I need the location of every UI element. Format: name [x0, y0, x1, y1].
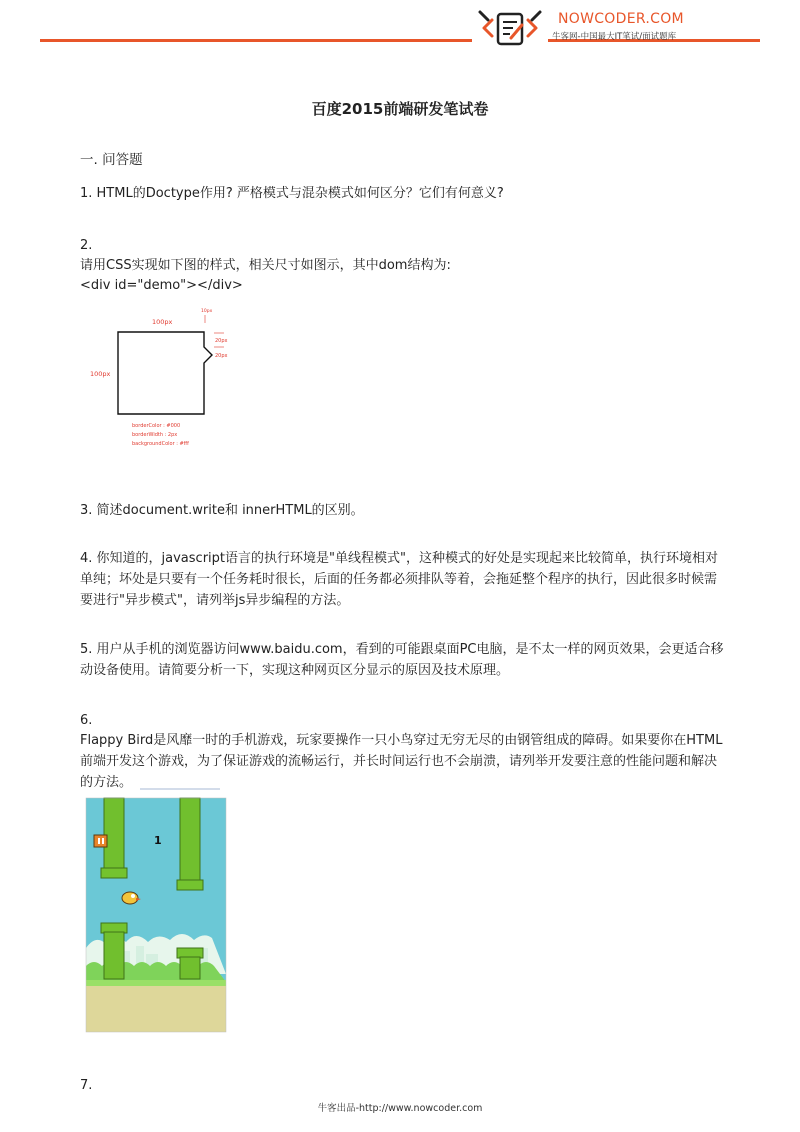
- background-color-prop: backgroundColor : #fff: [132, 441, 189, 447]
- mid-offset-label-1: 20px: [215, 338, 228, 344]
- height-label: 100px: [90, 370, 111, 378]
- game-score: 1: [154, 834, 162, 847]
- nowcoder-logo-icon: [474, 8, 546, 48]
- question-2-text: 请用CSS实现如下图的样式，相关尺寸如图示，其中dom结构为:: [80, 258, 451, 273]
- brand-tagline: 牛客网-中国最大IT笔试/面试题库: [552, 32, 677, 42]
- bird-icon: [122, 892, 138, 904]
- question-3: 3. 简述document.write和 innerHTML的区别。: [80, 503, 364, 518]
- header-rule-left: [40, 39, 472, 42]
- question-6-text: Flappy Bird是风靡一时的手机游戏，玩家要操作一只小鸟穿过无穷无尽的由钢管组成的障碍。如果要你在HTML前端开发这个游戏，为了保证游戏的流畅运行，并长时间运行也不会崩溃，请列举开发要注意的性能问题和解决的方法。: [80, 733, 723, 790]
- page-title: 百度2015前端研发笔试卷: [311, 100, 489, 118]
- question-2-number: 2.: [80, 238, 93, 253]
- footer[interactable]: 牛客出品-http://www.nowcoder.com: [317, 1103, 483, 1114]
- width-label: 100px: [152, 318, 173, 326]
- css-shape-figure: [80, 303, 260, 453]
- pipe-top-left: [104, 798, 124, 870]
- question-2-markup: <div id="demo"></div>: [80, 278, 243, 293]
- question-7-number: 7.: [80, 1078, 93, 1093]
- flappy-bird-screenshot: [80, 788, 230, 1036]
- pause-button-icon: [94, 835, 107, 847]
- border-color-prop: borderColor : #000: [132, 423, 181, 429]
- border-width-prop: borderWidth : 2px: [132, 432, 178, 438]
- mid-offset-label-2: 20px: [215, 353, 228, 359]
- question-1: 1. HTML的Doctype作用? 严格模式与混杂模式如何区分？它们有何意义?: [80, 186, 504, 201]
- top-offset-label: 10px: [201, 309, 213, 314]
- pipe-top-right: [180, 798, 200, 882]
- question-4: 4. 你知道的，javascript语言的执行环境是"单线程模式"，这种模式的好处是实现起来比较简单，执行环境相对单纯；坏处是只要有一个任务耗时很长，后面的任务都必须排队等着，会拖延整个程序的执行，因此很多时候需要进行"异步模式"，请列举js异步编程的方法。: [80, 551, 718, 608]
- question-6-number: 6.: [80, 713, 93, 728]
- brand-name[interactable]: NOWCODER.COM: [558, 11, 684, 27]
- pipe-bottom-left: [104, 932, 124, 979]
- speech-box-shape: [118, 332, 212, 414]
- pipe-bottom-right: [180, 957, 200, 979]
- section-heading: 一. 问答题: [80, 152, 143, 168]
- question-5: 5. 用户从手机的浏览器访问www.baidu.com，看到的可能跟桌面PC电脑，是不太一样的网页效果，会更适合移动设备使用。请简要分析一下，实现这种网页区分显示的原因及技术原理。: [80, 642, 724, 678]
